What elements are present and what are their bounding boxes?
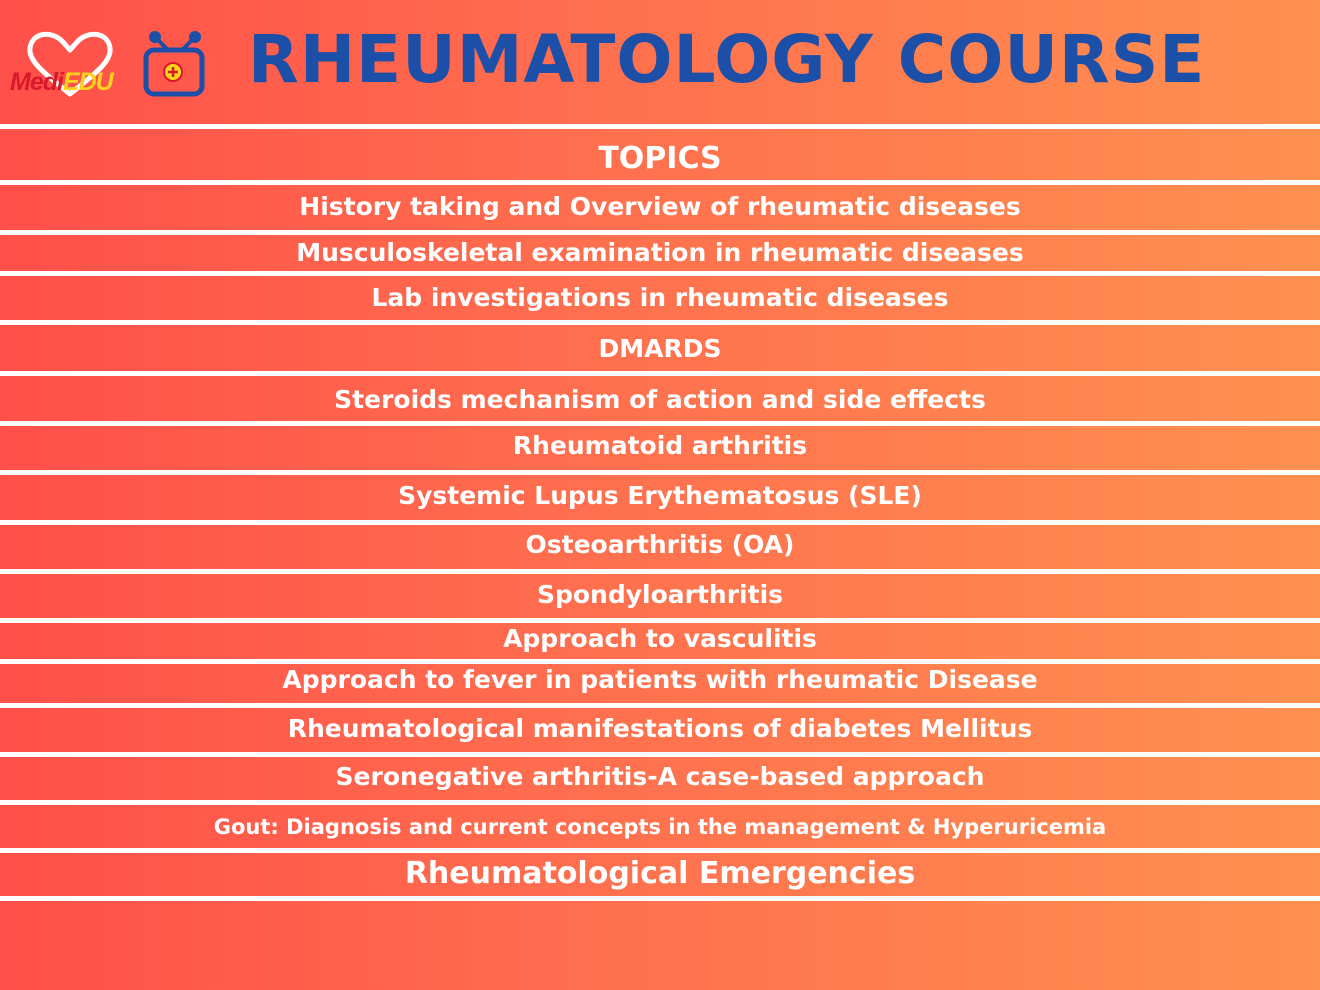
topic-item: Osteoarthritis (OA): [525, 530, 795, 559]
divider: [0, 659, 1320, 664]
divider: [0, 896, 1320, 901]
divider: [0, 180, 1320, 185]
divider: [0, 230, 1320, 235]
divider: [0, 703, 1320, 708]
divider: [0, 848, 1320, 853]
topic-item: Approach to vasculitis: [503, 624, 817, 653]
topic-item: History taking and Overview of rheumatic diseases: [299, 192, 1021, 221]
topic-item: Rheumatoid arthritis: [512, 431, 808, 460]
logo-wordmark: [10, 68, 113, 97]
topic-item: DMARDS: [598, 334, 722, 363]
topic-item: Systemic Lupus Erythematosus (SLE): [398, 481, 922, 510]
topic-item: Seronegative arthritis-A case-based approach: [335, 762, 985, 791]
topic-item: Musculoskeletal examination in rheumatic diseases: [296, 238, 1024, 267]
topic-item: Spondyloarthritis: [536, 580, 784, 609]
divider: [0, 371, 1320, 376]
topic-item: Approach to fever in patients with rheumatic Disease: [282, 665, 1038, 694]
topics-heading: TOPICS: [598, 141, 722, 176]
plus-icon: [164, 63, 182, 81]
divider: [0, 800, 1320, 805]
logo-medi-text: Medi: [10, 68, 63, 96]
page-title: RHEUMATOLOGY COURSE: [248, 21, 1206, 98]
divider: [0, 470, 1320, 475]
mediedu-logo: [8, 28, 208, 103]
divider: [0, 421, 1320, 426]
topic-item: Lab investigations in rheumatic diseases: [371, 283, 949, 312]
divider: [0, 520, 1320, 525]
topic-item: Rheumatological manifestations of diabetes Mellitus: [287, 714, 1033, 743]
divider: [0, 320, 1320, 325]
divider: [0, 271, 1320, 276]
divider: [0, 752, 1320, 757]
topic-item: Steroids mechanism of action and side effects: [334, 385, 986, 414]
logo-edu-text: EDU: [62, 68, 113, 96]
divider: [0, 618, 1320, 623]
topic-item: Gout: Diagnosis and current concepts in the management & Hyperuricemia: [213, 815, 1107, 839]
topic-item: Rheumatological Emergencies: [404, 856, 916, 891]
divider: [0, 124, 1320, 129]
divider: [0, 569, 1320, 574]
